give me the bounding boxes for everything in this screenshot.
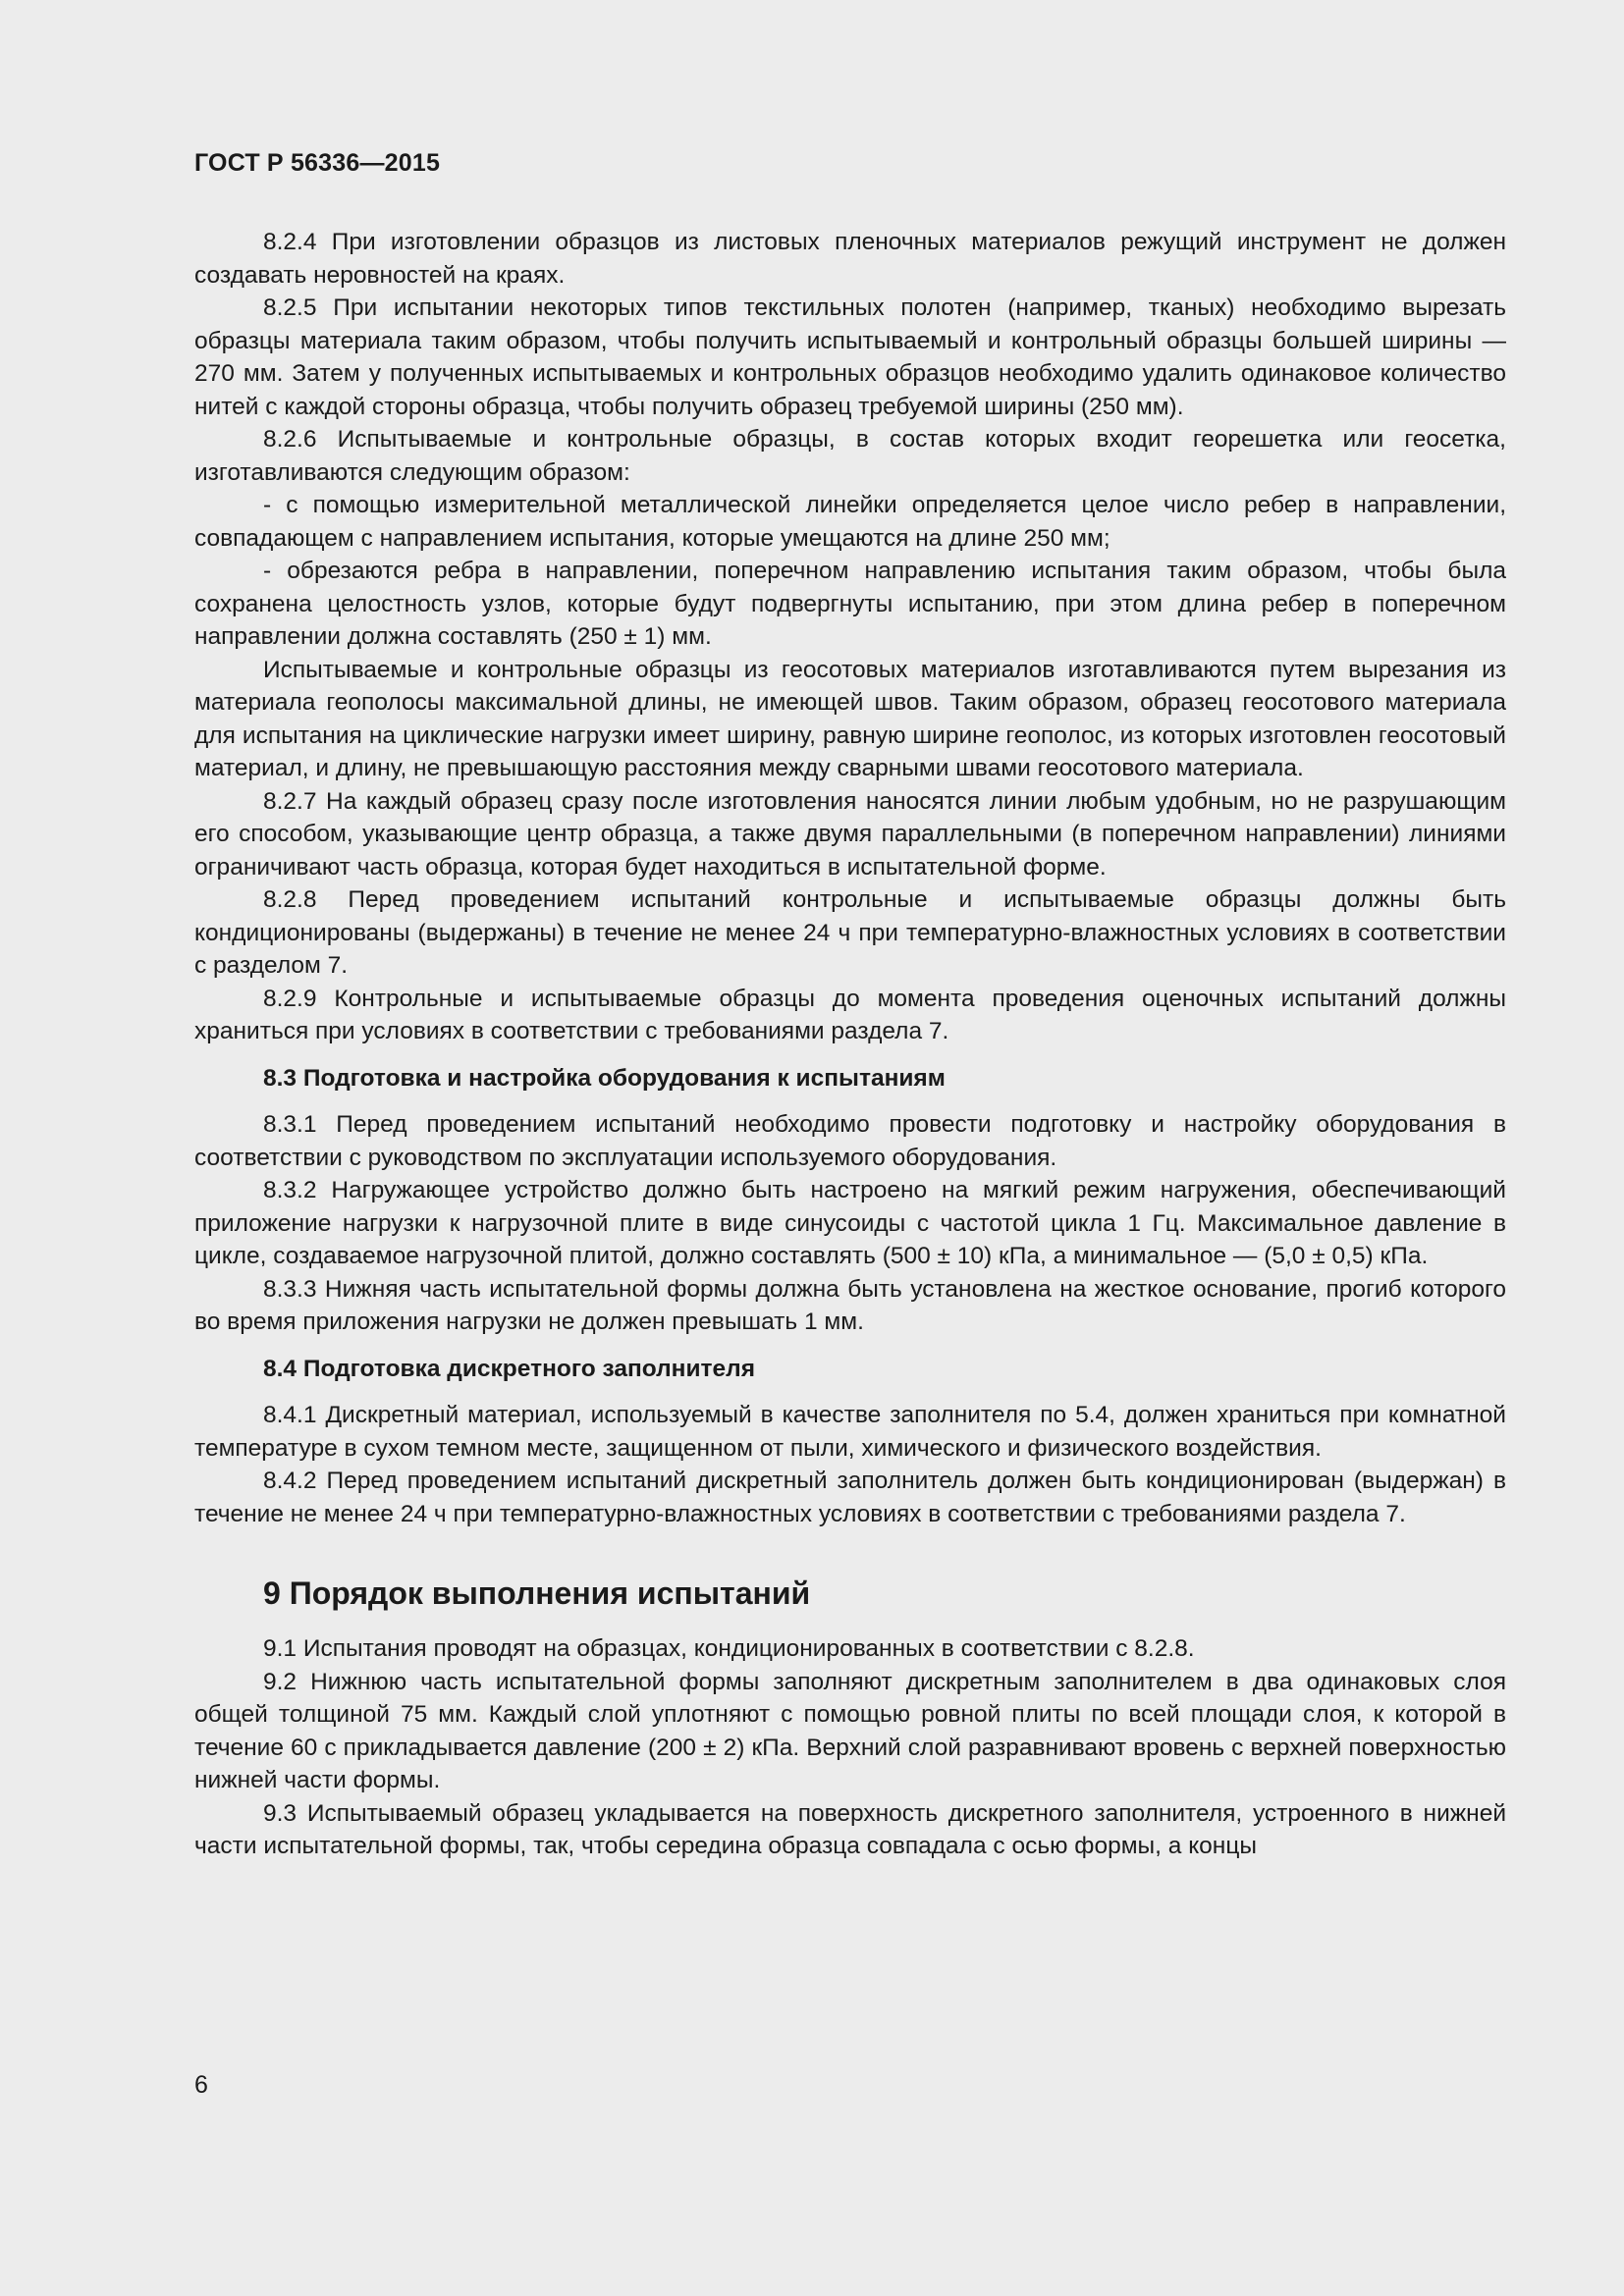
paragraph-8-2-4: 8.2.4 При изготовлении образцов из листовых пленочных материалов режущий инструмент не должен создавать неровностей на краях. [194,229,1506,289]
list-item-dash-2: - обрезаются ребра в направлении, поперечном направлению испытания таким образом, чтобы была сохранена целостность узлов, которые будут подвергнуты испытанию, при этом длина ребер в поперечном направлении должна составлять (250 ± 1) мм. [194,558,1506,650]
page-number: 6 [194,2071,208,2099]
paragraph-8-3-2: 8.3.2 Нагружающее устройство должно быть настроено на мягкий режим нагружения, обеспечивающий приложение нагрузки к нагрузочной плите в виде синусоиды с частотой цикла 1 Гц. Максимальное давление в цикле, создаваемое нагрузочной плитой, должно составлять (500 ± 10) кПа, а минимальное — (5,0 ± 0,5) кПа. [194,1177,1506,1269]
paragraph-9-1: 9.1 Испытания проводят на образцах, кондиционированных в соответствии с 8.2.8. [263,1635,1195,1662]
document-body [194,226,1506,1863]
paragraph-8-2-7: 8.2.7 На каждый образец сразу после изготовления наносятся линии любым удобным, но не разрушающим его способом, указывающие центр образца, а также двумя параллельными (в поперечном направлении) линиями ограничивают часть образца, которая будет находиться в испытательной форме. [194,787,1506,881]
paragraph-8-4-2: 8.4.2 Перед проведением испытаний дискретный заполнитель должен быть кондиционирован (выдержан) в течение не менее 24 ч при температурно-влажностных условиях в соответствии с требованиями раздела 7. [194,1468,1506,1527]
subsection-heading-8-3: 8.3 Подготовка и настройка оборудования к испытаниям [263,1064,946,1092]
list-item-dash-1: - с помощью измерительной металлической линейки определяется целое число ребер в направлении, совпадающем с направлением испытания, которые умещаются на длине 250 мм; [194,492,1506,552]
paragraph-9-3: 9.3 Испытываемый образец укладывается на поверхность дискретного заполнителя, устроенного в нижней части испытательной формы, так, чтобы середина образца совпадала с осью формы, а концы [194,1799,1506,1859]
subsection-heading-8-4: 8.4 Подготовка дискретного заполнителя [263,1355,756,1382]
paragraph-8-3-1: 8.3.1 Перед проведением испытаний необходимо провести подготовку и настройку оборудования в соответствии с руководством по эксплуатации используемого оборудования. [194,1111,1506,1171]
paragraph-9-2: 9.2 Нижнюю часть испытательной формы заполняют дискретным заполнителем в два одинаковых слоя общей толщиной 75 мм. Каждый слой уплотняют с помощью ровной плиты по всей площади слоя, к которой в течение 60 с прикладывается давление (200 ± 2) кПа. Верхний слой разравнивают вровень с верхней поверхностью нижней части формы. [194,1668,1506,1793]
paragraph-8-2-6: 8.2.6 Испытываемые и контрольные образцы, в состав которых входит георешетка или геосетка, изготавливаются следующим образом: [194,426,1506,486]
paragraph-geocell-samples: Испытываемые и контрольные образцы из геосотовых материалов изготавливаются путем вырезания из материала геополосы максимальной длины, не имеющей швов. Таким образом, образец геосотового материала для испытания на циклические нагрузки имеет ширину, равную ширине геополос, из которых изготовлен геосотовый материал, и длину, не превышающую расстояния между сварными швами геосотового материала. [194,656,1506,781]
standard-id-header: ГОСТ Р 56336—2015 [194,149,441,177]
paragraph-8-2-5: 8.2.5 При испытании некоторых типов текстильных полотен (например, тканых) необходимо вырезать образцы материала таким образом, чтобы получить испытываемый и контрольный образцы большей ширины — 270 мм. Затем у полученных испытываемых и контрольных образцов необходимо удалить одинаковое количество нитей с каждой стороны образца, чтобы получить образец требуемой ширины (250 мм). [194,294,1506,420]
paragraph-8-2-9: 8.2.9 Контрольные и испытываемые образцы до момента проведения оценочных испытаний должны храниться при условиях в соответствии с требованиями раздела 7. [194,985,1506,1044]
paragraph-8-4-1: 8.4.1 Дискретный материал, используемый в качестве заполнителя по 5.4, должен храниться при комнатной температуре в сухом темном месте, защищенном от пыли, химического и физического воздействия. [194,1402,1506,1462]
section-heading-9: 9 Порядок выполнения испытаний [263,1575,811,1611]
paragraph-8-3-3: 8.3.3 Нижняя часть испытательной формы должна быть установлена на жесткое основание, прогиб которого во время приложения нагрузки не должен превышать 1 мм. [194,1275,1506,1335]
paragraph-8-2-8: 8.2.8 Перед проведением испытаний контрольные и испытываемые образцы должны быть кондиционированы (выдержаны) в течение не менее 24 ч при температурно-влажностных условиях в соответствии с разделом 7. [194,886,1506,979]
